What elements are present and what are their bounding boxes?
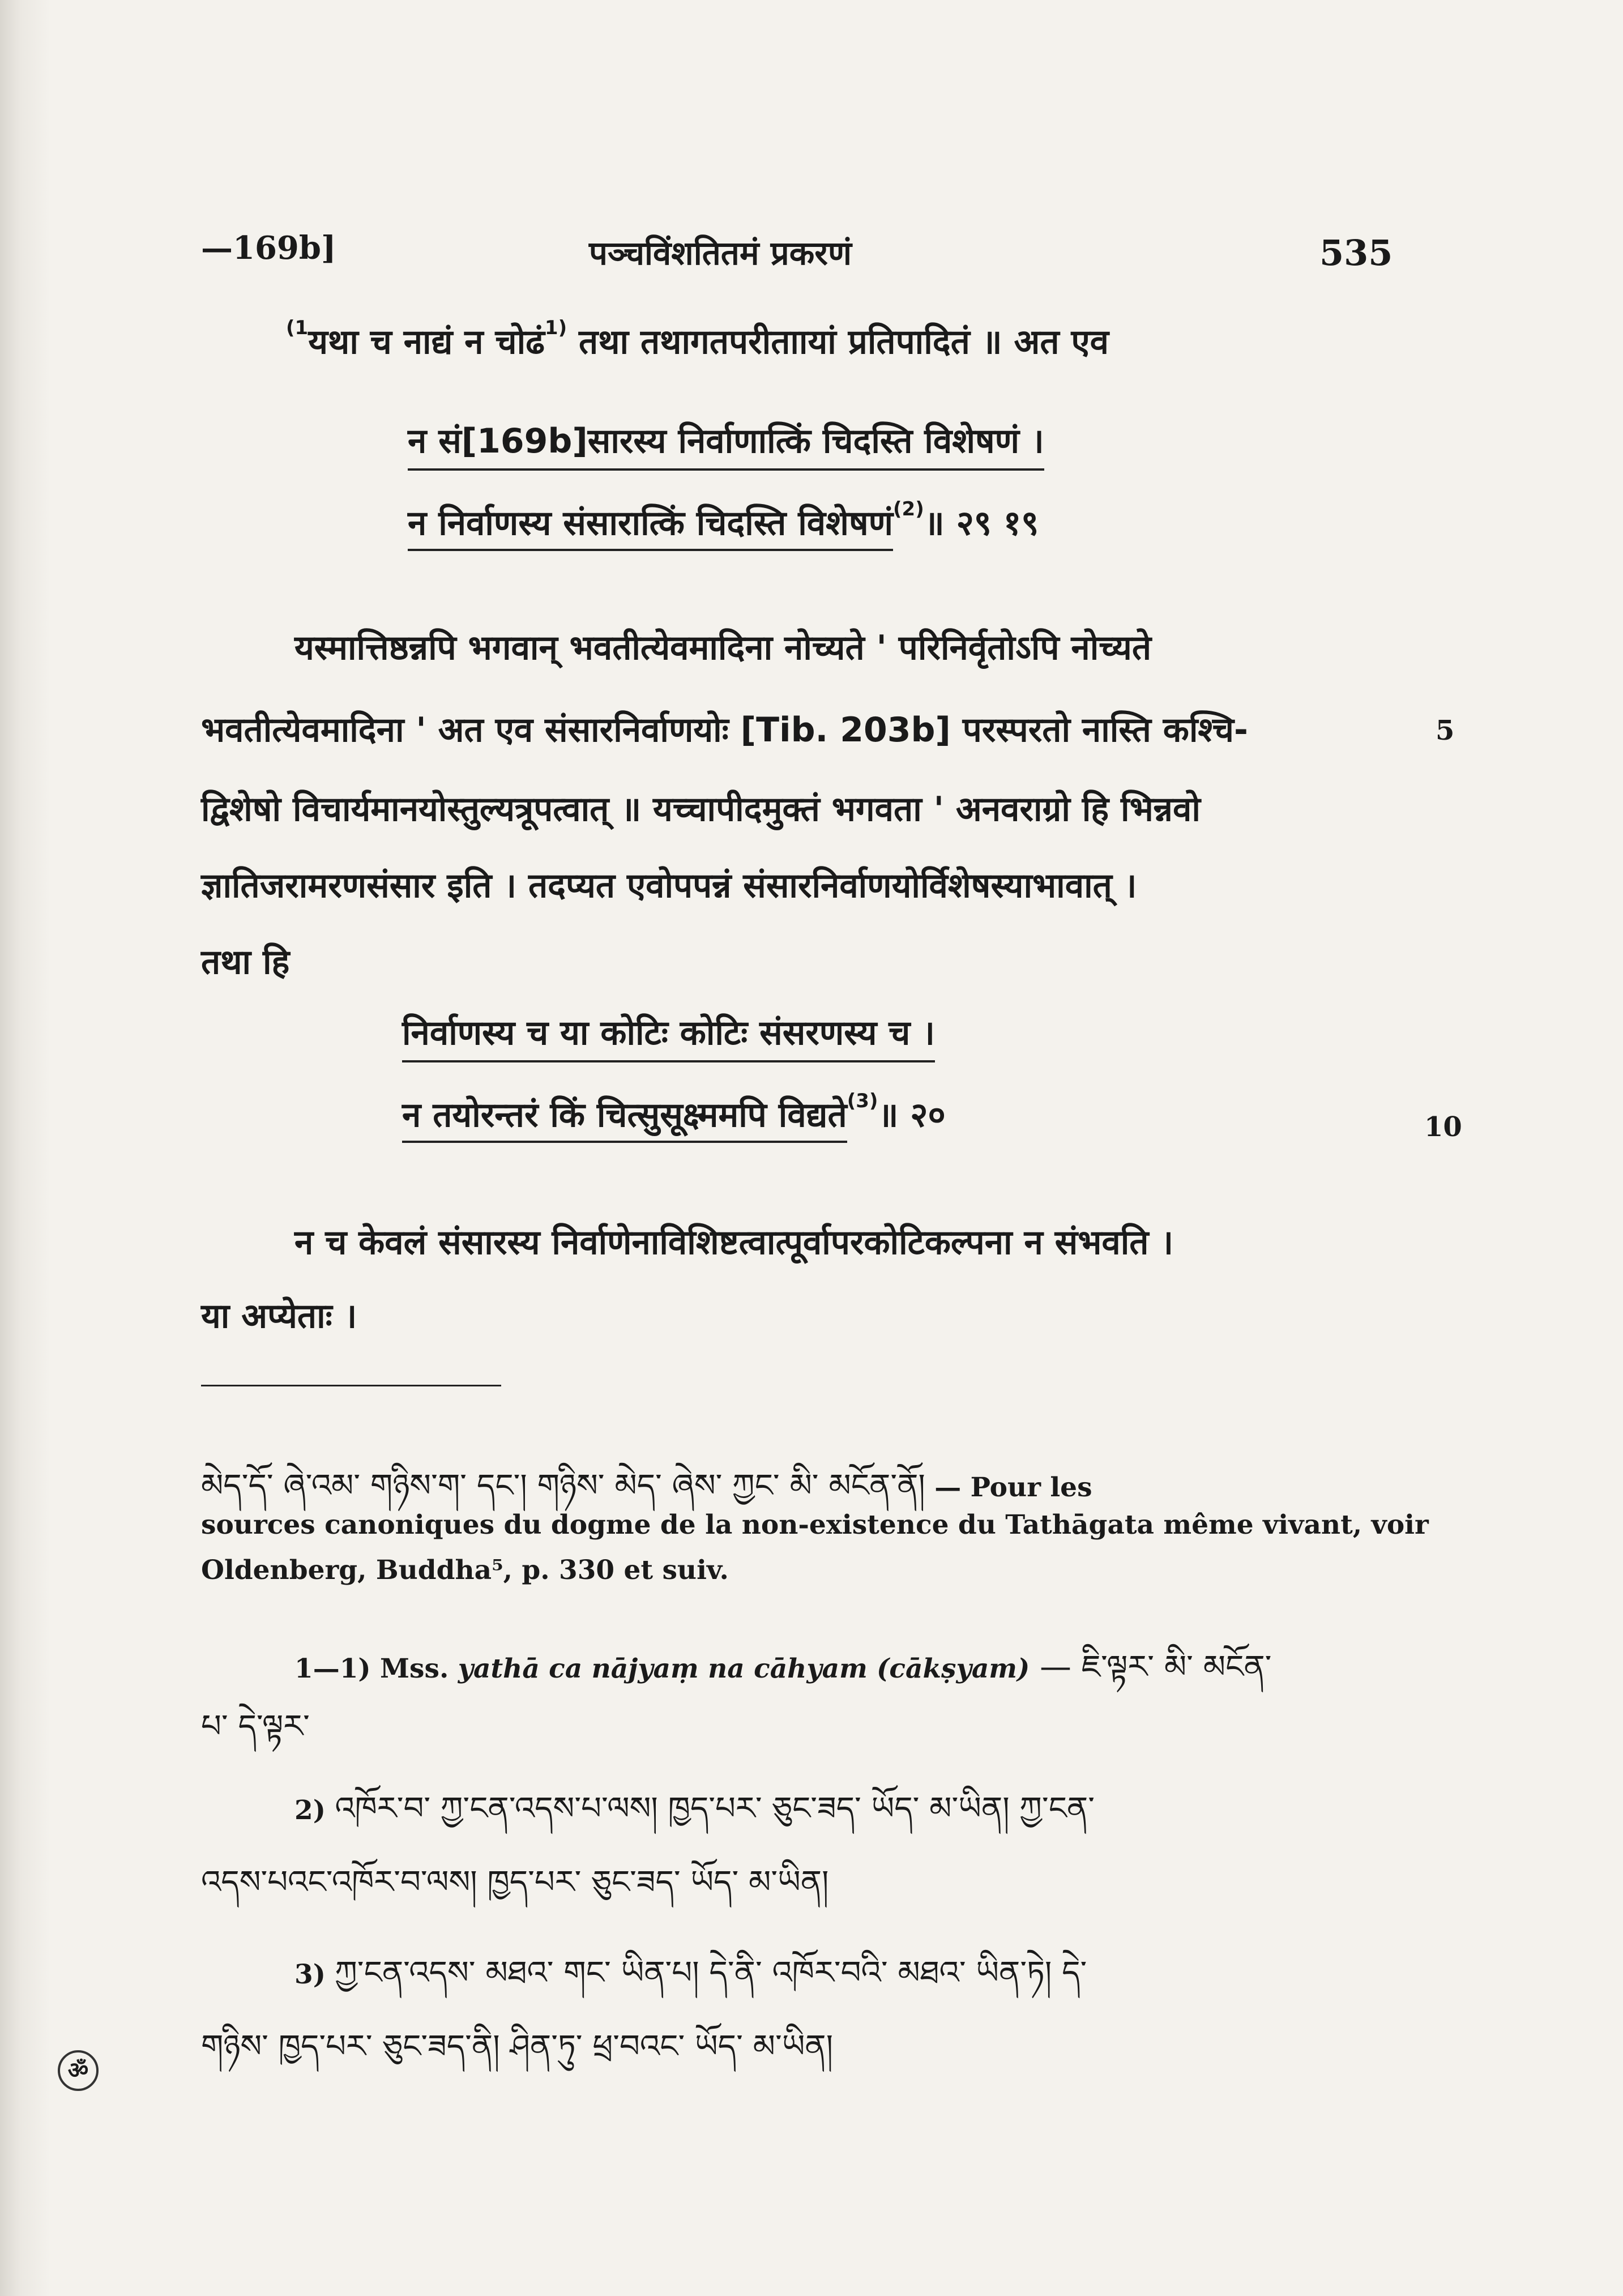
footnote-0-line-1: མེད་དོ་ ཞེ་འམ་ གཉིས་ག་ དང་། གཉིས་ མེད་ ཞེས་ ཀྱང་ མི་ མངོན་ནོ། — Pour les bbox=[201, 1467, 1092, 1504]
footnote-0-line-3: Oldenberg, Buddha⁵, p. 330 et suiv. bbox=[201, 1555, 729, 1586]
footnote-0-line-2: sources canoniques du dogme de la non-existence du Tathāgata même vivant, voir bbox=[201, 1509, 1429, 1540]
footnote-2-line-2: འདས་པའང་འཁོར་བ་ལས། ཁྱད་པར་ ཅུང་ཟད་ ཡོད་ མ་ཡིན། bbox=[201, 1864, 829, 1901]
verse-1a: न सं[169b]सारस्य निर्वाणात्किं चिदस्ति विशेषणं । bbox=[408, 416, 1044, 471]
footnote-2-line-1: 2) འཁོར་བ་ ཀྱ་ངན་འདས་པ་ལས། ཁྱད་པར་ ཅུང་ཟད་ ཡོད་ མ་ཡིན། ཀྱ་ངན་ bbox=[294, 1790, 1095, 1827]
library-stamp-icon: ॐ bbox=[58, 2050, 99, 2091]
text-line-1: $^{(1}$यथा च नाद्यं न चोढं$^{1)}$ तथा तथागतपरीताायां प्रतिपादितं ॥ अत एव bbox=[286, 317, 1109, 362]
para2-line-2: या अप्येताः । bbox=[201, 1296, 357, 1336]
footnote-3-line-1: 3) ཀྱ་ངན་འདས་ མཐའ་ གང་ ཡིན་པ། དེ་ནི་ འཁོར་བའི་ མཐའ་ ཡིན་ཏེ། དེ་ bbox=[294, 1954, 1087, 1991]
verse-1b-number: ॥ २९ १९ bbox=[924, 503, 1039, 543]
para1-line-5: तथा हि bbox=[201, 942, 290, 982]
verse-2b: न तयोरन्तरं किं चित्सुसूक्ष्ममपि विद्यते$^{(3)}$॥ २० bbox=[402, 1090, 946, 1137]
header-chapter-title: पञ्चविंशतितमं प्रकरणं bbox=[589, 234, 852, 272]
verse-2a: निर्वाणस्य च या कोटिः कोटिः संसरणस्य च । bbox=[402, 1008, 935, 1062]
margin-line-number-10: 10 bbox=[1424, 1111, 1462, 1143]
para1-line-4: ज्ञातिजरामरणसंसार इति । तदप्यत एवोपपन्नं संसारनिर्वाणयोर्विशेषस्याभावात् । bbox=[201, 866, 1137, 906]
footnote-mark-open: (1 bbox=[286, 317, 309, 339]
margin-line-number-5: 5 bbox=[1436, 715, 1455, 746]
binding-edge bbox=[0, 0, 51, 2296]
footnote-1-line-1: 1—1) Mss. yathā ca nājyaṃ na cāhyam (cākṣyam) — ཇི་ལྟར་ མི་ མངོན་ bbox=[294, 1649, 1272, 1685]
verse-2b-number: ॥ २० bbox=[878, 1095, 946, 1135]
footnote-1-line-2: པ་ དེ་ལྟར་ bbox=[201, 1708, 310, 1745]
para1-line-3: द्विशेषो विचार्यमानयोस्तुल्यत्रूपत्वात् ॥ यच्चापीदमुक्तं भगवता ' अनवराग्रो हि भिन्नवो bbox=[201, 789, 1201, 829]
footnote-rule bbox=[201, 1385, 501, 1386]
footnote-3-line-2: གཉིས་ ཁྱད་པར་ ཅུང་ཟད་ནི། ཤིན་ཏུ་ ཕྲ་བའང་ ཡོད་ མ་ཡིན། bbox=[201, 2028, 834, 2065]
page-number: 535 bbox=[1319, 232, 1393, 274]
footnote-mark-close: 1) bbox=[544, 317, 567, 339]
footnote-mark-2: (2) bbox=[893, 498, 924, 520]
para1-line-2: भवतीत्येवमादिना ' अत एव संसारनिर्वाणयोः [Tib. 203b] परस्परतो नास्ति कश्चि- bbox=[201, 710, 1248, 750]
para2-line-1: न च केवलं संसारस्य निर्वाणेनाविशिष्टत्वात्पूर्वापरकोटिकल्पना न संभवति । bbox=[294, 1223, 1174, 1262]
verse-1b: न निर्वाणस्य संसारात्किं चिदस्ति विशेषणं$^{(2)}$॥ २९ १९ bbox=[408, 498, 1039, 545]
header-folio-ref: —169b] bbox=[201, 229, 336, 267]
footnote-mark-3: (3) bbox=[847, 1090, 878, 1112]
para1-line-1: यस्मात्तिष्ठन्नपि भगवान् भवतीत्येवमादिना नोच्यते ' परिनिर्वृतोऽपि नोच्यते bbox=[294, 628, 1152, 668]
